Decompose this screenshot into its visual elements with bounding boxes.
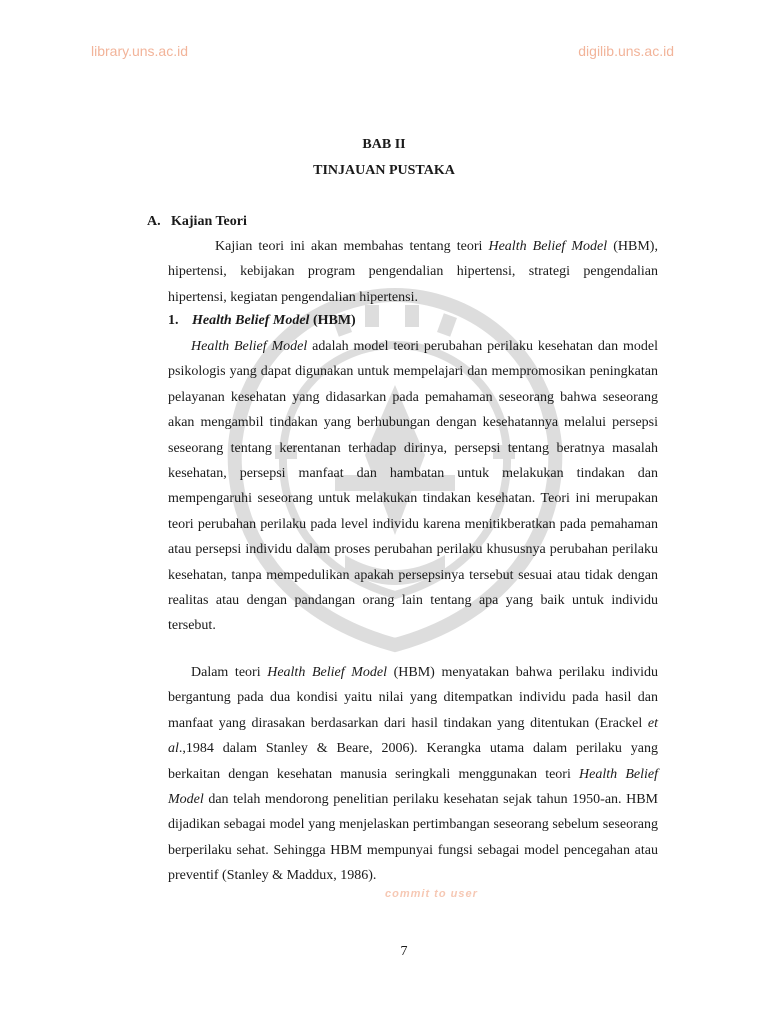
hbm-paragraph-2 bbox=[168, 660, 658, 889]
header-site-right: digilib.uns.ac.id bbox=[578, 43, 674, 59]
hbm2-italic-3: Health Belief Model bbox=[168, 766, 658, 808]
chapter-title: TINJAUAN PUSTAKA bbox=[313, 163, 455, 178]
intro-text-2: (HBM), hipertensi, kebijakan program pengendalian hipertensi, strategi pengendalian hipertensi, kegiatan pengendalian hipertensi. bbox=[168, 239, 658, 305]
subsection-italic-title: Health Belief Model bbox=[192, 313, 310, 328]
section-heading bbox=[147, 214, 247, 230]
subsection-heading bbox=[168, 313, 356, 329]
hbm1-text: adalah model teori perubahan perilaku kesehatan dan model psikologis yang dapat digunakan untuk mempelajari dan mempromosikan peningkatan pelayanan kesehatan yang didasarkan pada pemahaman seseorang bahwa seseorang akan mengambil tindakan yang berhubungan dengan kesehatannya melalui persepsi seseorang tentang kerentanan terhadap dirinya, persepsi tentang beratnya masalah kesehatan, persepsi manfaat dan hambatan untuk melakukan tindakan dan mempengaruhi seseorang untuk melakukan tindakan kesehatan. Teori ini merupakan teori perubahan perilaku pada level individu karena menitikberatkan pada pemahaman atau persepsi individu dalam proses perubahan perilaku khususnya perubahan perilaku kesehatan, tanpa mempedulikan apakah persepsinya tersebut sesuai atau tidak dengan realitas atau dengan pandangan orang lain tentang apa yang baik untuk individu tersebut. bbox=[168, 339, 658, 634]
hbm2-text-3: .,1984 dalam Stanley & Beare, 2006). Kerangka utama dalam perilaku yang berkaitan dengan kesehatan manusia seringkali menggunakan teori bbox=[168, 741, 658, 782]
header-site-left: library.uns.ac.id bbox=[91, 43, 189, 59]
hbm2-text-2: (HBM) menyatakan bahwa perilaku individu bergantung pada dua kondisi yaitu nilai yang ditempatkan individu pada hasil dan manfaat yang dirasakan berdasarkan dari hasil tindakan yang ditentukan (Erackel bbox=[168, 665, 658, 731]
hbm2-italic-1: Health Belief Model bbox=[267, 665, 387, 680]
commit-watermark-text: commit to user bbox=[385, 888, 478, 900]
hbm2-text-1: Dalam teori bbox=[191, 665, 268, 680]
intro-italic-term: Health Belief Model bbox=[488, 239, 608, 254]
hbm1-italic-lead: Health Belief Model bbox=[191, 339, 308, 354]
hbm2-text-4: dan telah mendorong penelitian perilaku kesehatan sejak tahun 1950-an. HBM dijadikan sebagai model yang menjelaskan pertimbangan seseorang sebelum seseorang berperilaku sehat. Sehingga HBM mempunyai fungsi sebagai model pencegahan atau preventif (Stanley & Maddux, 1986). bbox=[168, 792, 658, 884]
page-number: 7 bbox=[400, 944, 408, 959]
intro-text-1: Kajian teori ini akan membahas tentang teori bbox=[215, 239, 489, 254]
hbm2-italic-2: et al bbox=[168, 715, 658, 757]
hbm-paragraph-1 bbox=[168, 334, 658, 639]
section-title: Kajian Teori bbox=[171, 214, 247, 229]
chapter-number: BAB II bbox=[362, 137, 406, 152]
subsection-number: 1. bbox=[168, 313, 179, 328]
subsection-suffix: (HBM) bbox=[309, 313, 356, 328]
section-label: A. bbox=[147, 214, 161, 229]
intro-paragraph bbox=[168, 234, 658, 310]
